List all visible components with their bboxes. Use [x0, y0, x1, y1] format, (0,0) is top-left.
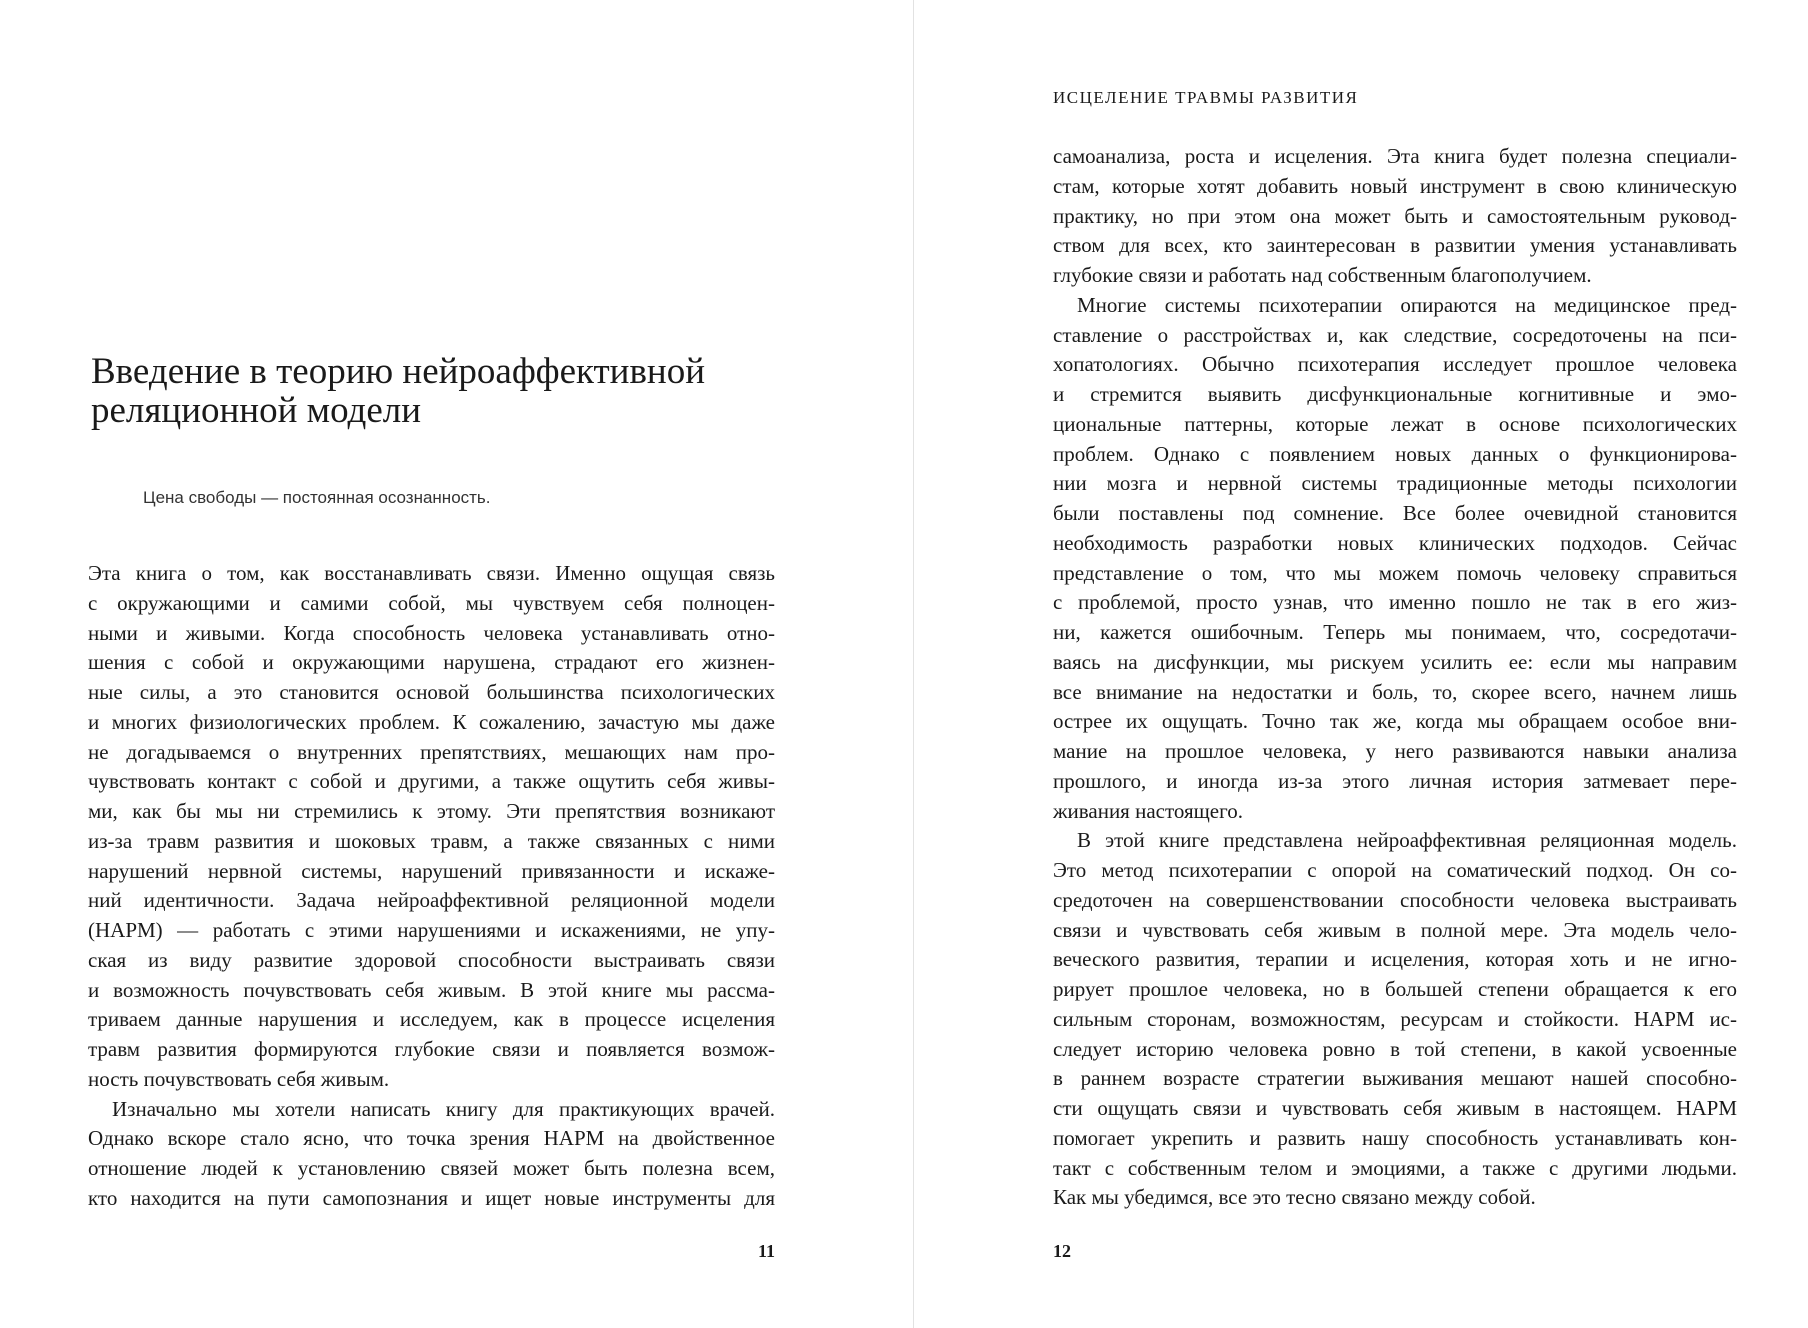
text-line: такт с собственным телом и эмоциями, а также с другими людьми.	[1053, 1155, 1737, 1180]
text-line: Однако вскоре стало ясно, что точка зрения НАРМ на двойственное	[88, 1126, 775, 1151]
text-line: чувствовать контакт с собой и другими, а также ощутить себя живы-	[88, 769, 775, 794]
text-line: самоанализа, роста и исцеления. Эта книга будет полезна специали-	[1053, 144, 1737, 168]
text-line: следует историю человека ровно в той степени, в какой усвоенные	[1053, 1036, 1737, 1061]
text-line: и возможность почувствовать себя живым. В этой книге мы рассма-	[88, 977, 775, 1002]
text-line: сильным сторонам, возможностям, ресурсам и стойкости. НАРМ ис-	[1053, 1006, 1737, 1031]
text-line: ний идентичности. Задача нейроаффективной реляционной модели	[88, 888, 775, 913]
text-line: мание на прошлое человека, у него развиваются навыки анализа	[1053, 739, 1737, 763]
running-header: ИСЦЕЛЕНИЕ ТРАВМЫ РАЗВИТИЯ	[1053, 88, 1359, 107]
text-line: ставление о расстройствах и, как следствие, сосредоточены на пси-	[1053, 322, 1737, 347]
text-line: ми, как бы мы ни стремились к этому. Эти препятствия возникают	[88, 799, 775, 823]
text-line: связи и чувствовать себя живым в полной мере. Эта модель чело-	[1053, 917, 1737, 942]
text-line: из-за травм развития и шоковых травм, а также связанных с ними	[88, 828, 775, 853]
chapter-title-line: реляционной модели	[91, 390, 422, 431]
text-line: и стремится выявить дисфункциональные когнитивные и эмо-	[1053, 382, 1737, 406]
text-line: проблем. Однако с появлением новых данных о функционирова-	[1053, 441, 1737, 466]
chapter-title-line: Введение в теорию нейроаффективной	[91, 351, 706, 392]
text-line: не догадываемся о внутренних препятствиях, мешающих нам про-	[88, 739, 775, 764]
text-line: прошлого, и иногда из-за этого личная история затмевает пере-	[1053, 768, 1737, 793]
text-line: ская из виду развитие здоровой способности выстраивать связи	[88, 947, 775, 972]
text-line: сти ощущать связи и чувствовать себя живым в настоящем. НАРМ	[1053, 1096, 1737, 1120]
chapter-title	[91, 352, 811, 430]
page-number: 12	[1053, 1241, 1071, 1261]
text-line: Изначально мы хотели написать книгу для практикующих врачей.	[112, 1096, 775, 1121]
text-line: кто находится на пути самопознания и ищет новые инструменты для	[88, 1185, 775, 1210]
text-line: острее их ощущать. Точно так же, когда мы обращаем особое вни-	[1053, 709, 1737, 734]
page-number: 11	[757, 1241, 775, 1261]
right-page	[914, 0, 1808, 1328]
text-line: триваем данные нарушения и исследуем, как в процессе исцеления	[88, 1007, 775, 1032]
body-text	[88, 559, 775, 1214]
text-line: необходимость разработки новых клинических подходов. Сейчас	[1053, 530, 1737, 555]
text-line: хопатологиях. Обычно психотерапия исследует прошлое человека	[1053, 352, 1737, 377]
text-line: ни, кажется ошибочным. Теперь мы понимаем, что, сосредотачи-	[1053, 620, 1737, 644]
text-line: стам, которые хотят добавить новый инструмент в свою клиническую	[1053, 173, 1737, 198]
text-line: с окружающими и самими собой, мы чувствуем себя полноцен-	[88, 590, 775, 615]
text-line: все внимание на недостатки и боль, то, скорее всего, начнем лишь	[1053, 679, 1737, 704]
text-line: Многие системы психотерапии опираются на медицинское пред-	[1077, 292, 1737, 317]
text-line: отношение людей к установлению связей может быть полезна всем,	[88, 1156, 775, 1180]
text-line: помогает укрепить и развить нашу способность устанавливать кон-	[1053, 1125, 1737, 1150]
text-line: (НАРМ) — работать с этими нарушениями и искажениями, не упу-	[88, 918, 775, 942]
text-line: рирует прошлое человека, но в большей степени обращается к его	[1053, 977, 1737, 1001]
text-line: нии мозга и нервной системы традиционные методы психологии	[1053, 471, 1737, 496]
text-line: Это метод психотерапии с опорой на соматический подход. Он со-	[1053, 858, 1737, 882]
text-line: шения с собой и окружающими нарушена, страдают его жизнен-	[88, 650, 775, 675]
text-line: живания настоящего.	[1053, 798, 1243, 823]
text-line: травм развития формируются глубокие связи и появляется возмож-	[88, 1037, 775, 1061]
text-line: в раннем возрасте стратегии выживания мешают нашей способно-	[1053, 1066, 1737, 1091]
text-line: и многих физиологических проблем. К сожалению, зачастую мы даже	[88, 709, 775, 734]
text-line: ваясь на дисфункции, мы рискуем усилить ее: если мы направим	[1053, 649, 1737, 674]
text-line: Как мы убедимся, все это тесно связано между собой.	[1053, 1185, 1536, 1210]
text-line: Эта книга о том, как восстанавливать связи. Именно ощущая связь	[88, 561, 775, 585]
text-line: нарушений нервной системы, нарушений привязанности и искаже-	[88, 858, 775, 883]
body-text	[1053, 142, 1737, 1213]
epigraph: Цена свободы — постоянная осознанность.	[143, 488, 491, 507]
text-line: ные силы, а это становится основой большинства психологических	[88, 680, 775, 704]
text-line: с проблемой, просто узнав, что именно пошло не так в его жиз-	[1053, 590, 1737, 615]
text-line: были поставлены под сомнение. Все более очевидной становится	[1053, 501, 1737, 525]
text-line: В этой книге представлена нейроаффективная реляционная модель.	[1077, 828, 1737, 853]
text-line: ными и живыми. Когда способность человека устанавливать отно-	[88, 620, 775, 645]
text-line: веческого развития, терапии и исцеления, которая хоть и не игно-	[1053, 947, 1737, 972]
text-line: ством для всех, кто заинтересован в развитии умения устанавливать	[1053, 233, 1737, 258]
text-line: представление о том, что мы можем помочь человеку справиться	[1053, 560, 1737, 585]
text-line: циональные паттерны, которые лежат в основе психологических	[1053, 411, 1737, 436]
text-line: практику, но при этом она может быть и самостоятельным руковод-	[1053, 203, 1737, 228]
text-line: средоточен на совершенствовании способности человека выстраивать	[1053, 887, 1737, 912]
text-line: глубокие связи и работать над собственным благополучием.	[1053, 263, 1592, 287]
text-line: ность почувствовать себя живым.	[88, 1066, 390, 1091]
